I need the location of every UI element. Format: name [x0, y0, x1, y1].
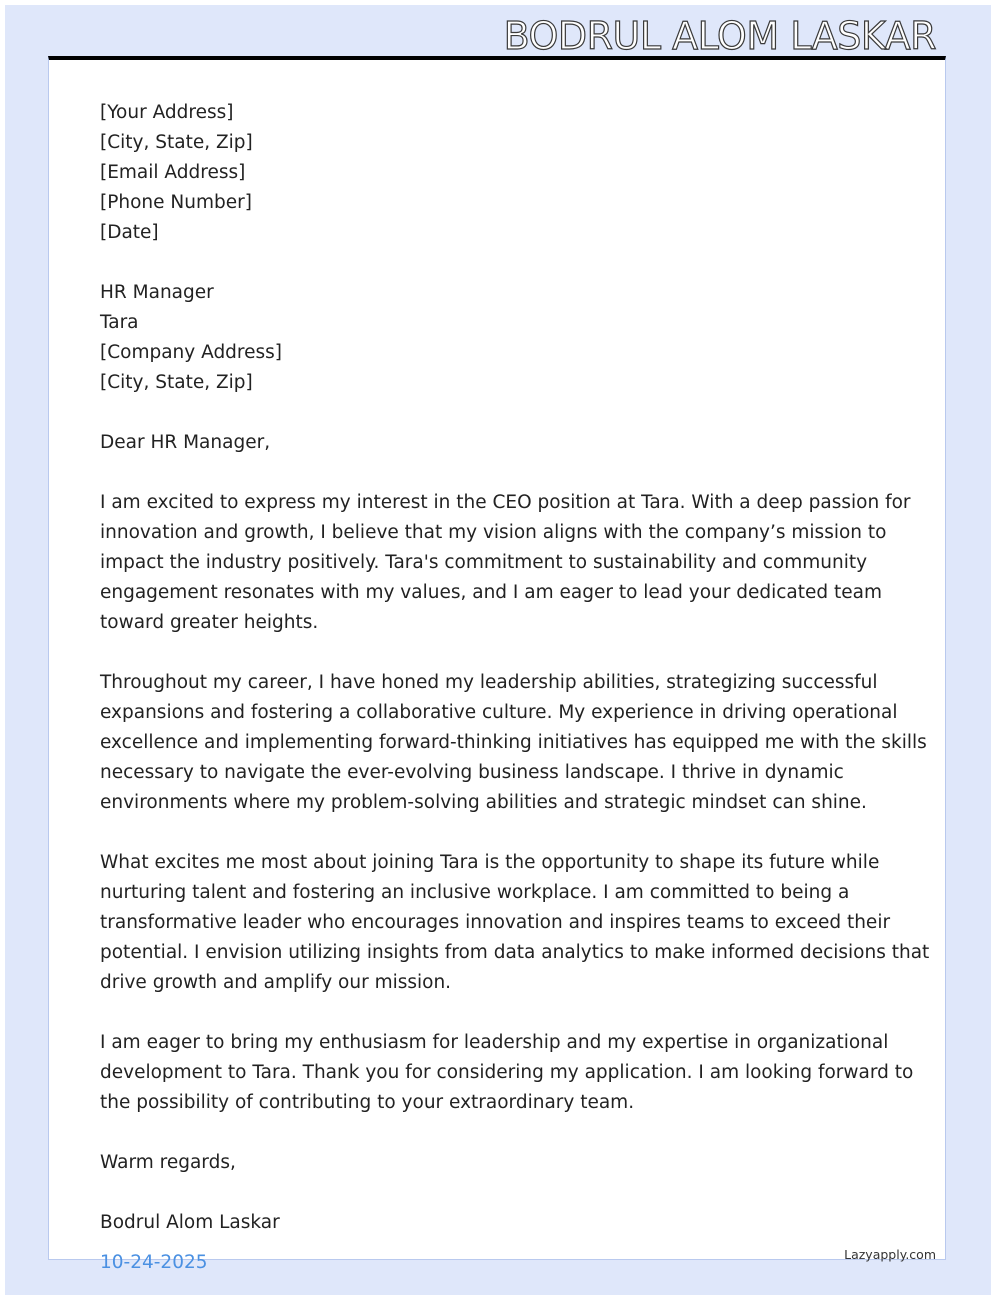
- paragraph-line: innovation and growth, I believe that my vision aligns with the company’s mission to: [100, 522, 887, 543]
- signature: Bodrul Alom Laskar: [100, 1212, 280, 1233]
- paragraph-4: [100, 1028, 914, 1118]
- closing: Warm regards,: [100, 1152, 236, 1173]
- recipient-city: [City, State, Zip]: [100, 372, 253, 393]
- paragraph-line: environments where my problem-solving abilities and strategic mindset can shine.: [100, 792, 867, 813]
- sender-city: [City, State, Zip]: [100, 132, 253, 153]
- salutation: Dear HR Manager,: [100, 432, 271, 453]
- paragraph-line: impact the industry positively. Tara's commitment to sustainability and community: [100, 552, 868, 573]
- paragraph-line: necessary to navigate the ever-evolving business landscape. I thrive in dynamic: [100, 762, 844, 783]
- sender-block: [100, 98, 900, 248]
- paragraph-line: drive growth and amplify our mission.: [100, 972, 452, 993]
- sender-email: [Email Address]: [100, 162, 246, 183]
- applicant-name-header: BODRUL ALOM LASKAR: [503, 14, 936, 58]
- paragraph-line: excellence and implementing forward-thinking initiatives has equipped me with the skills: [100, 732, 927, 753]
- recipient-title: HR Manager: [100, 282, 214, 303]
- paragraph-line: nurturing talent and fostering an inclusive workplace. I am committed to being a: [100, 882, 850, 903]
- paragraph-2: [100, 668, 927, 818]
- sender-date: [Date]: [100, 222, 159, 243]
- brand-watermark: Lazyapply.com: [844, 1247, 936, 1262]
- paragraph-line: development to Tara. Thank you for considering my application. I am looking forward to: [100, 1062, 914, 1083]
- footer-date: 10-24-2025: [100, 1252, 208, 1273]
- paragraph-line: the possibility of contributing to your extraordinary team.: [100, 1092, 635, 1113]
- paragraph-line: Throughout my career, I have honed my leadership abilities, strategizing successful: [100, 672, 878, 693]
- sender-phone: [Phone Number]: [100, 192, 252, 213]
- paragraph-3: [100, 848, 930, 998]
- paragraph-line: toward greater heights.: [100, 612, 319, 633]
- recipient-company: Tara: [100, 312, 139, 333]
- letter-body: [100, 98, 930, 1238]
- recipient-address: [Company Address]: [100, 342, 283, 363]
- paragraph-1: [100, 488, 911, 638]
- paragraph-line: expansions and fostering a collaborative culture. My experience in driving operational: [100, 702, 898, 723]
- paragraph-line: transformative leader who encourages innovation and inspires teams to exceed their: [100, 912, 891, 933]
- paragraph-line: I am excited to express my interest in the CEO position at Tara. With a deep passion for: [100, 492, 911, 513]
- sender-address: [Your Address]: [100, 102, 234, 123]
- paragraph-line: I am eager to bring my enthusiasm for leadership and my expertise in organizational: [100, 1032, 889, 1053]
- paragraph-line: potential. I envision utilizing insights from data analytics to make informed decisions that: [100, 942, 930, 963]
- paragraph-line: What excites me most about joining Tara is the opportunity to shape its future while: [100, 852, 880, 873]
- recipient-block: [100, 278, 900, 398]
- paragraph-line: engagement resonates with my values, and I am eager to lead your dedicated team: [100, 582, 883, 603]
